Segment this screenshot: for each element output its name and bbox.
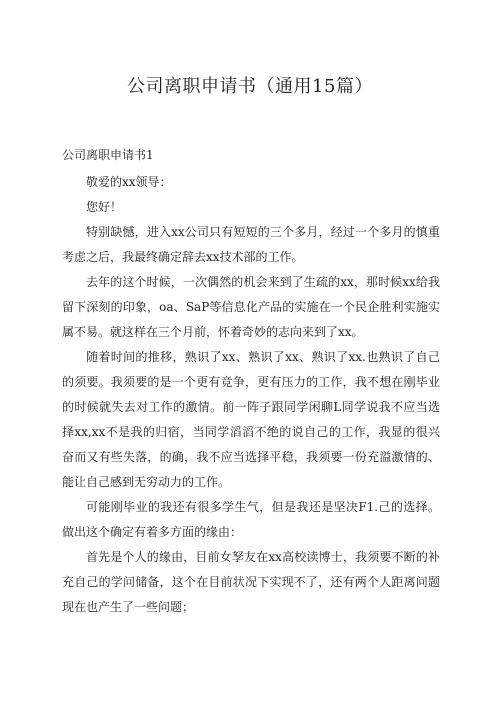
document-title: 公司离职申请书（通用15篇）: [127, 76, 373, 97]
body-paragraph-3: 随着时间的推移，熟识了xx、熟识了xx、熟识了xx.也熟识了自己的须要。我须要的是一个更有竞争，更有压力的工作，我不想在刚毕业的时候就失去对工作的激情。前一阵子跟同学闲聊L同学说我不应当选择xx,xx不是我的归宿，当同学滔滔不绝的说自己的工作，我显的很兴奋而又有些失落，的确，我不应当选择平稳，我须要一份充溢激情的、能让自己感到无穷动力的工作。: [62, 350, 440, 489]
body-paragraph-4: 可能刚毕业的我还有很多学生气，但是我还是坚决F1.己的选择。做出这个确定有着多方面的缘由：: [62, 500, 440, 539]
body-paragraph-2: 去年的这个时候，一次偶然的机会来到了生疏的xx，那时候xx给我留下深刻的印象，oa、SaP等信息化产品的实施在一个民企胜利实施实属不易。就这样在三个月前，怀着奇妙的志向来到了xx。: [62, 275, 440, 339]
salutation-paragraph: 敬爱的xx领导：: [86, 175, 172, 189]
body-paragraph-5: 首先是个人的缘由，目前女孥友在xx高校读博士，我须要不断的补充自己的学问储备，这个在目前状况下实现不了，还有两个人距离问题现在也产生了一些问题；: [62, 550, 440, 614]
body-paragraph-1: 特别缺憾，进入xx公司只有短短的三个多月，经过一个多月的慎重考虑之后，我最终确定辞去xx技术部的工作。: [62, 225, 440, 264]
greeting-paragraph: 您好！: [86, 200, 123, 214]
section-heading: 公司离职申请书1: [62, 148, 154, 162]
